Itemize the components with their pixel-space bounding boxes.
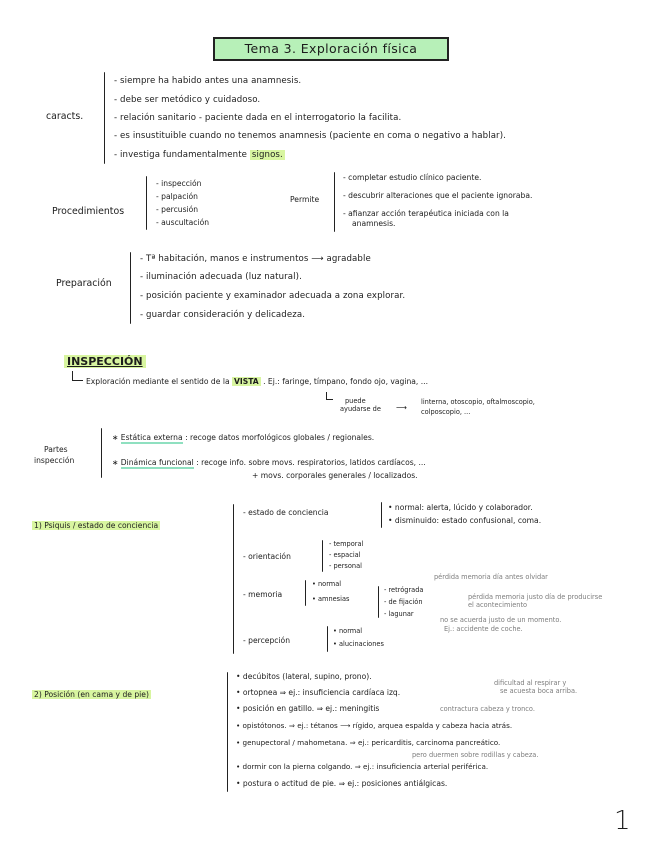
partes-label-2: inspección [34, 456, 75, 465]
lagunar-note-1: no se acuerda justo de un momento. [440, 616, 562, 624]
posicion-item-3: • posición en gatillo. ⇒ ej.: meningitis [236, 704, 380, 713]
percepcion-item-2: • alucinaciones [333, 640, 384, 648]
conciencia-label: - estado de conciencia [243, 508, 329, 517]
posicion-item-4: • opistótonos. ⇒ ej.: tétanos ⟶ rígido, arquea espalda y cabeza hacia atrás. [236, 721, 513, 730]
proc-item-1: - inspección [156, 179, 202, 188]
partes-brace [101, 428, 102, 478]
orientacion-label: - orientación [243, 552, 291, 561]
psiquis-label-text: 1) Psiquis / estado de conciencia [34, 521, 159, 530]
caracts-brace [104, 72, 105, 164]
percepcion-item-1: • normal [333, 627, 363, 635]
inspeccion-heading: INSPECCIÓN [64, 355, 146, 368]
posicion-label-text: 2) Posición (en cama y de pie) [34, 690, 149, 699]
orientacion-brace [322, 540, 323, 572]
preparacion-brace [130, 252, 131, 324]
fijacion-note-1: pérdida memoria justo día de producirse [468, 593, 603, 601]
prep-item-3: - posición paciente y examinador adecuada a zona explorar. [140, 291, 406, 301]
amnesias-item-3: - lagunar [384, 610, 414, 618]
permite-item-2: - descubrir alteraciones que el paciente ignoraba. [343, 191, 533, 200]
ortopnea-note-1: dificultad al respirar y [494, 679, 567, 687]
inspeccion-arrow [72, 371, 83, 381]
percepcion-brace [327, 626, 328, 652]
psiquis-label [32, 521, 160, 530]
memoria-item-2: • amnesias [312, 595, 350, 603]
inspeccion-examples: . Ej.: faringe, tímpano, fondo ojo, vagina, ... [263, 377, 429, 386]
prep-item-2: - iluminación adecuada (luz natural). [140, 272, 302, 282]
permite-item-1: - completar estudio clínico paciente. [343, 173, 482, 182]
conciencia-item-1: • normal: alerta, lúcido y colaborador. [388, 503, 533, 512]
partes-label-1: Partes [44, 445, 68, 454]
permite-brace [334, 172, 335, 232]
tools-1: linterna, otoscopio, oftalmoscopio, [421, 398, 535, 406]
proc-item-4: - auscultación [156, 218, 210, 227]
proc-item-3: - percusión [156, 205, 199, 214]
caracts-item-5-text: - investiga fundamentalmente [114, 150, 248, 160]
puede-arrow-right: ⟶ [396, 403, 407, 412]
dinamica-title: Dinámica funcional [120, 458, 194, 467]
dinamica-line [112, 458, 426, 467]
inspeccion-line [86, 377, 428, 386]
signos-highlight: signos. [251, 150, 283, 160]
caracts-item-1: - siempre ha habido antes una anamnesis. [114, 76, 302, 86]
posicion-brace [227, 672, 228, 792]
caracts-item-5 [114, 150, 285, 160]
dinamica-text: : recoge info. sobre movs. respiratorios, latidos cardíacos, ... [196, 458, 426, 467]
caracts-item-4: - es insustituible cuando no tenemos anamnesis (paciente en coma o negativo a hablar). [114, 131, 506, 141]
puede-2: ayudarse de [340, 405, 381, 413]
estatica-title: Estática externa [120, 433, 183, 442]
dinamica-text2: + movs. corporales generales / localizados. [252, 471, 418, 480]
orientacion-item-3: - personal [329, 562, 362, 570]
amnesias-item-2: - de fijación [384, 598, 423, 606]
estatica-bullet: ∗ [112, 433, 121, 442]
procedimientos-brace [146, 176, 147, 230]
gatillo-note: contractura cabeza y tronco. [440, 705, 535, 713]
lagunar-note-2: Ej.: accidente de coche. [444, 625, 523, 633]
tools-2: colposcopio, ... [421, 408, 471, 416]
conciencia-brace [381, 502, 382, 528]
permite-item-4: anamnesis. [352, 219, 396, 228]
permite-label: Permite [290, 195, 320, 204]
prep-item-1: - Tª habitación, manos e instrumentos ⟶ agradable [140, 254, 371, 264]
preparacion-label: Preparación [56, 278, 112, 289]
caracts-label: caracts. [46, 111, 84, 122]
orientacion-item-1: - temporal [329, 540, 364, 548]
ortopnea-note-2: se acuesta boca arriba. [500, 687, 578, 695]
page-number: 1 [614, 806, 631, 836]
caracts-item-2: - debe ser metódico y cuidadoso. [114, 95, 261, 105]
inspeccion-text: Exploración mediante el sentido de la [86, 377, 230, 386]
procedimientos-label: Procedimientos [52, 206, 125, 217]
page-title: Tema 3. Exploración física [213, 37, 449, 61]
posicion-item-7: • postura o actitud de pie. ⇒ ej.: posiciones antiálgicas. [236, 779, 448, 788]
memoria-brace [305, 580, 306, 606]
percepcion-label: - percepción [243, 636, 291, 645]
amnesias-brace [378, 586, 379, 618]
caracts-item-3: - relación sanitario - paciente dada en el interrogatorio la facilita. [114, 113, 402, 123]
prep-item-4: - guardar consideración y delicadeza. [140, 310, 306, 320]
dinamica-bullet: ∗ [112, 458, 121, 467]
estatica-text: : recoge datos morfológicos globales / regionales. [185, 433, 375, 442]
fijacion-note-2: el acontecimiento [468, 601, 528, 609]
retrograda-note: pérdida memoria día antes olvidar [434, 573, 548, 581]
vista-highlight: VISTA [234, 377, 259, 386]
posicion-label [32, 690, 151, 699]
posicion-item-2: • ortopnea ⇒ ej.: insuficiencia cardíaca izq. [236, 688, 401, 697]
genu-note: pero duermen sobre rodillas y cabeza. [412, 751, 539, 759]
conciencia-item-2: • disminuido: estado confusional, coma. [388, 516, 542, 525]
psiquis-brace [233, 504, 234, 654]
posicion-item-1: • decúbitos (lateral, supino, prono). [236, 672, 372, 681]
amnesias-item-1: - retrógrada [384, 586, 424, 594]
memoria-label: - memoria [243, 590, 283, 599]
proc-item-2: - palpación [156, 192, 198, 201]
posicion-item-5: • genupectoral / mahometana. ⇒ ej.: pericarditis, carcinoma pancreático. [236, 738, 501, 747]
estatica-line [112, 433, 374, 442]
orientacion-item-2: - espacial [329, 551, 361, 559]
permite-item-3: - afianzar acción terapéutica iniciada con la [343, 209, 509, 218]
memoria-item-1: • normal [312, 580, 342, 588]
puede-1: puede [345, 397, 366, 405]
puede-arrow [326, 392, 333, 400]
posicion-item-6: • dormir con la pierna colgando. ⇒ ej.: insuficiencia arterial periférica. [236, 762, 489, 771]
